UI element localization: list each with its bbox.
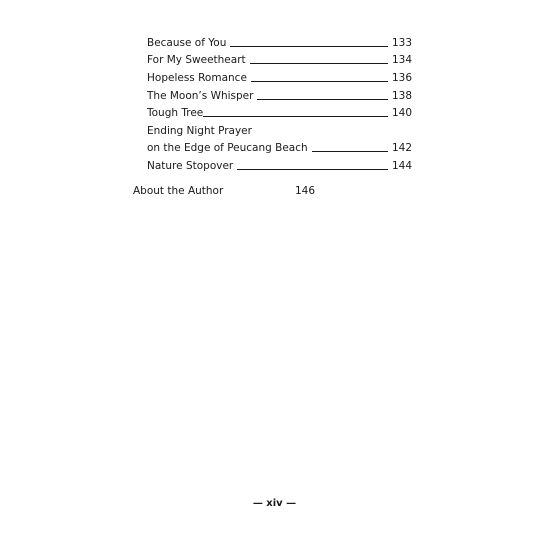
- toc-entry-title-line1: Ending Night Prayer: [147, 124, 252, 137]
- toc-entry-multiline: [147, 120, 411, 155]
- toc-entry-page: 136: [392, 72, 413, 85]
- toc-entry-page: 140: [392, 107, 413, 120]
- about-author-title: About the Author: [133, 185, 224, 197]
- toc-entry: [147, 155, 411, 173]
- toc-entry-page: 133: [392, 36, 413, 49]
- toc-leader-line: [250, 63, 388, 64]
- toc-leader-line: [230, 46, 388, 47]
- about-author-page: 146: [295, 185, 316, 197]
- toc-entry-title: The Moon’s Whisper: [147, 89, 254, 102]
- toc-entry-page: 142: [392, 142, 413, 155]
- toc-entry-title: For My Sweetheart: [147, 54, 246, 67]
- toc-entry: [147, 50, 411, 68]
- toc-leader-line: [257, 99, 388, 100]
- toc-entry-title: Nature Stopover: [147, 160, 234, 173]
- toc-leader-line: [251, 81, 388, 82]
- toc-leader-line: [312, 151, 388, 152]
- toc-entry: [147, 85, 411, 103]
- toc-entry-page: 138: [392, 89, 413, 102]
- toc-entry: [147, 32, 411, 50]
- toc-entry-page: 134: [392, 54, 413, 67]
- page-number-footer: — xiv —: [252, 498, 297, 509]
- toc-entry-title: Because of You: [147, 36, 227, 49]
- toc-entry-title: Tough Tree: [147, 107, 204, 120]
- toc-entry-title-line2: on the Edge of Peucang Beach: [147, 142, 308, 155]
- toc-entry-title: Hopeless Romance: [147, 72, 247, 85]
- toc-entry: [147, 67, 411, 85]
- toc-leader-line: [203, 116, 388, 117]
- toc-entry: [147, 138, 411, 156]
- toc-entry-page: 144: [392, 160, 413, 173]
- toc-entry: [147, 103, 411, 121]
- table-of-contents: [147, 32, 411, 173]
- toc-leader-line: [237, 169, 388, 170]
